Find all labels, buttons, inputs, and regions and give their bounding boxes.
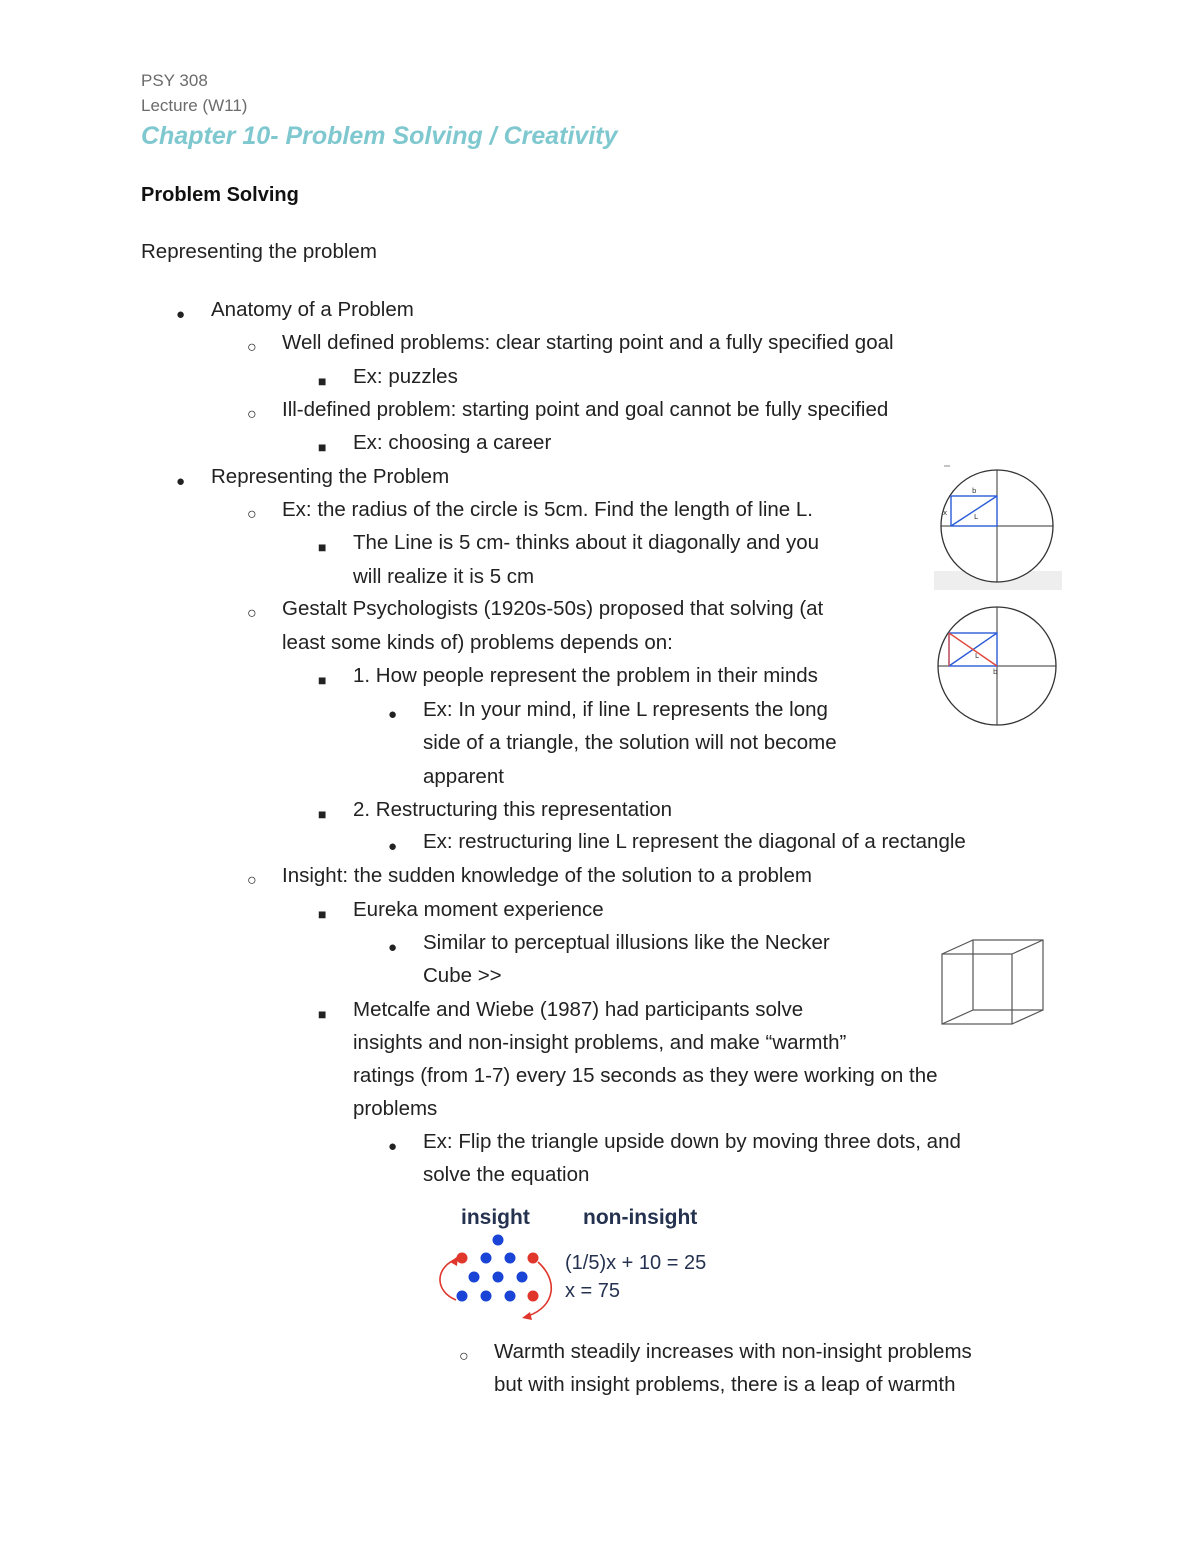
list-item: 1. How people represent the problem in their minds (353, 664, 818, 687)
list-item: Gestalt Psychologists (1920s-50s) proposed that solving (at (282, 597, 824, 620)
circle1-label-x: x (943, 509, 948, 517)
bullet-disc (388, 835, 397, 855)
circle2-label-l: L (975, 652, 979, 660)
list-item: The Line is 5 cm- thinks about it diagonally and you (353, 531, 820, 554)
left-arrow-icon (440, 1260, 456, 1300)
chapter-title: Chapter 10- Problem Solving / Creativity (141, 122, 618, 150)
bullet-square (318, 1003, 326, 1023)
list-item: solve the equation (423, 1163, 590, 1186)
equation-line-2: x = 75 (565, 1280, 621, 1302)
list-item: but with insight problems, there is a leap of warmth (494, 1373, 956, 1396)
list-item: Ex: choosing a career (353, 431, 552, 454)
list-item: side of a triangle, the solution will not become (423, 731, 837, 754)
bullet-disc (176, 303, 185, 323)
bullet-circle (247, 503, 257, 523)
bullet-circle (247, 869, 257, 889)
list-item: apparent (423, 765, 504, 788)
list-item: will realize it is 5 cm (353, 565, 535, 588)
list-item: Representing the Problem (211, 465, 450, 488)
bullet-square (318, 903, 326, 923)
insight-label: insight (461, 1206, 530, 1229)
bullet-circle (247, 403, 257, 423)
section-heading: Problem Solving (141, 184, 299, 206)
list-item: Ex: In your mind, if line L represents the long (423, 698, 828, 721)
bullet-square (318, 536, 326, 556)
circle1-label-l: L (974, 513, 978, 521)
list-item: Well defined problems: clear starting point and a fully specified goal (282, 331, 894, 354)
list-item: Ex: the radius of the circle is 5cm. Find the length of line L. (282, 498, 813, 521)
list-item: Ill-defined problem: starting point and goal cannot be fully specified (282, 398, 889, 421)
list-item: Ex: restructuring line L represent the diagonal of a rectangle (423, 830, 966, 853)
course-code: PSY 308 (141, 71, 208, 90)
bullet-disc (388, 703, 397, 723)
dot-triangle (457, 1235, 539, 1302)
circle2-label-b: b (993, 668, 998, 676)
circle-diagram-triangle (934, 463, 1062, 590)
noninsight-label: non-insight (583, 1206, 698, 1229)
bullet-circle (247, 336, 257, 356)
bullet-disc (388, 936, 397, 956)
list-item: ratings (from 1-7) every 15 seconds as they were working on the (353, 1064, 938, 1087)
list-item: 2. Restructuring this representation (353, 798, 673, 821)
necker-cube-diagram (938, 937, 1048, 1029)
lecture-label: Lecture (W11) (141, 96, 248, 115)
bullet-disc (388, 1135, 397, 1155)
bullet-disc (176, 470, 185, 490)
bullet-circle (459, 1345, 469, 1365)
bullet-square (318, 436, 326, 456)
list-item: problems (353, 1097, 438, 1120)
list-item: least some kinds of) problems depends on: (282, 631, 673, 654)
bullet-square (318, 803, 326, 823)
bullet-square (318, 370, 326, 390)
list-item: Cube >> (423, 964, 502, 987)
list-item: Eureka moment experience (353, 898, 604, 921)
list-item: Ex: Flip the triangle upside down by moving three dots, and (423, 1130, 961, 1153)
equation-line-1: (1/5)x + 10 = 25 (565, 1252, 707, 1274)
list-item: Similar to perceptual illusions like the Necker (423, 931, 830, 954)
circle-diagram-rectangle (935, 603, 1059, 730)
right-arrow-icon (528, 1262, 551, 1316)
list-item: insights and non-insight problems, and make “warmth” (353, 1031, 847, 1054)
circle1-label-b: b (972, 487, 977, 495)
list-item: Insight: the sudden knowledge of the solution to a problem (282, 864, 812, 887)
list-item: Warmth steadily increases with non-insight problems (494, 1340, 972, 1363)
section-subheading: Representing the problem (141, 240, 377, 263)
list-item: Metcalfe and Wiebe (1987) had participants solve (353, 998, 804, 1021)
bullet-square (318, 669, 326, 689)
list-item: Ex: puzzles (353, 365, 458, 388)
list-item: Anatomy of a Problem (211, 298, 414, 321)
bullet-circle (247, 602, 257, 622)
insight-problem-figure (430, 1200, 750, 1325)
